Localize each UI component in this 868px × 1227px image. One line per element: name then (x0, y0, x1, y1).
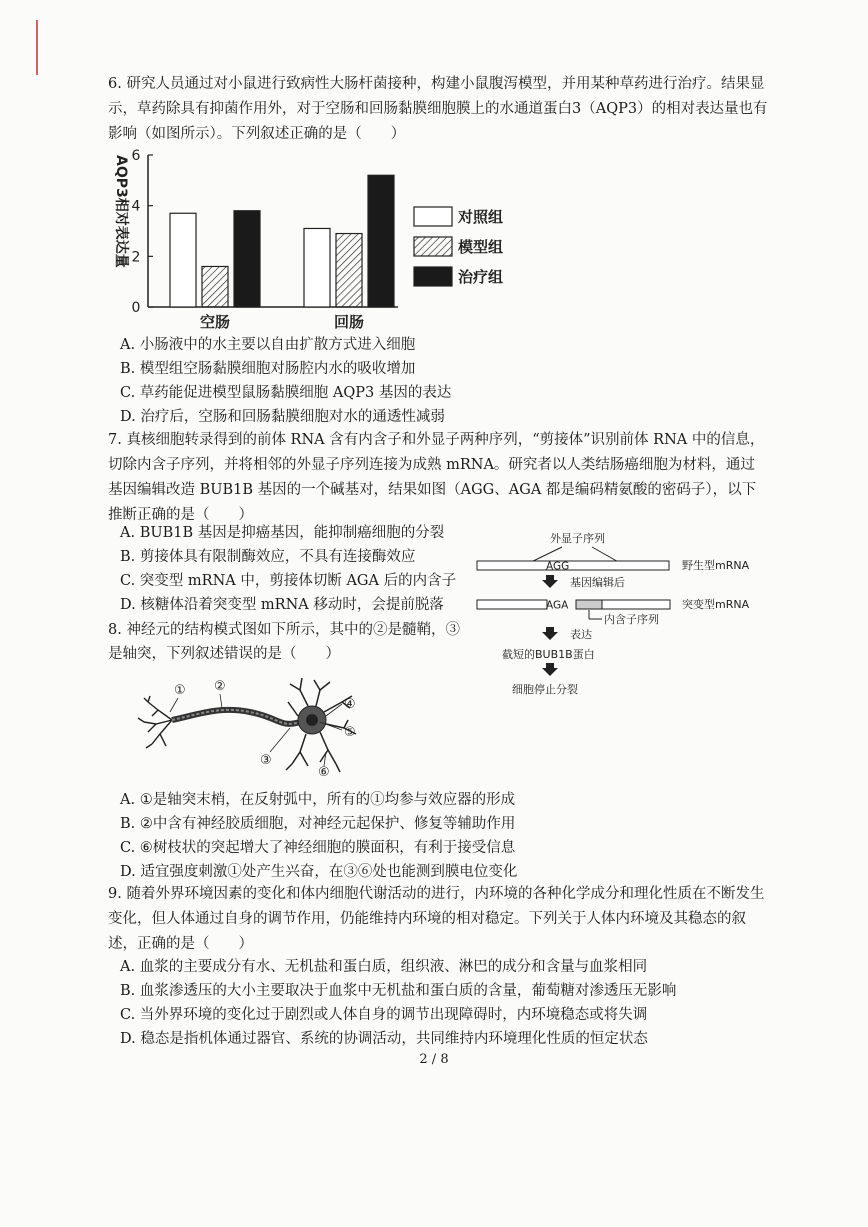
q7-option-d[interactable]: D. 核糖体沿着突变型 mRNA 移动时，会提前脱落 (120, 597, 444, 613)
arrow-down-icon (542, 575, 558, 588)
legend-swatch-0 (414, 207, 452, 226)
bar-0-1 (304, 228, 330, 307)
label-6: ⑥ (318, 765, 330, 780)
legend-label-2: 治疗组 (458, 268, 504, 286)
q9-stem: 9. 随着外界环境因素的变化和体内细胞代谢活动的进行，内环境的各种化学成分和理化性质在不断发生变化，但人体通过自身的调节作用，仍能维持内环境的相对稳定。下列关于人体内环境及其稳态的叙述，正确的是（ ） (108, 886, 765, 952)
wt-mrna-label: 野生型mRNA (682, 559, 750, 572)
label-3: ③ (260, 753, 272, 768)
neuron-diagram (130, 672, 370, 802)
y-tick-label: 0 (131, 300, 141, 316)
q9-option-b[interactable]: B. 血浆渗透压的大小主要取决于血浆中无机盐和蛋白质的含量，葡萄糖对渗透压无影响 (120, 983, 677, 999)
q8-option-b[interactable]: B. ②中含有神经胶质细胞，对神经元起保护、修复等辅助作用 (120, 816, 516, 832)
q6-option-d[interactable]: D. 治疗后，空肠和回肠黏膜细胞对水的通透性减弱 (120, 409, 445, 425)
mut-mrna-bar-left (477, 600, 547, 609)
result-label: 细胞停止分裂 (512, 683, 578, 696)
label-5: ⑤ (344, 725, 356, 740)
q7-stem: 7. 真核细胞转录得到的前体 RNA 含有内含子和外显子两种序列，“剪接体”识别前体 RNA 中的信息，切除内含子序列，并将相邻的外显子序列连接为成熟 mRNA。研究者以人类结肠癌细胞为材料，通过基因编辑改造 BUB1B 基因的一个碱基对，结果如图（AGG、AGA 都是编码精氨酸的密码子），以下推断正确的是（ ） (108, 432, 765, 523)
q7-option-a[interactable]: A. BUB1B 基因是抑癌基因，能抑制癌细胞的分裂 (120, 525, 445, 541)
bar-0-0 (170, 213, 196, 307)
q6-stem: 6. 研究人员通过对小鼠进行致病性大肠杆菌接种，构建小鼠腹泻模型，并用某种草药进行治疗。结果显示，草药除具有抑菌作用外，对于空肠和回肠黏膜细胞膜上的水通道蛋白3（AQP3）的相对表达量也有影响（如图所示）。下列叙述正确的是（ ） (108, 76, 768, 142)
q8-stem: 8. 神经元的结构模式图如下所示，其中的②是髓鞘，③是轴突，下列叙述错误的是（ ） (108, 622, 460, 662)
intron-label: 内含子序列 (604, 613, 659, 626)
x-tick-label: 回肠 (333, 313, 365, 331)
intron-block (576, 600, 602, 609)
y-tick-label: 2 (131, 249, 141, 266)
legend-swatch-2 (414, 267, 452, 286)
y-tick-label: 6 (131, 148, 141, 164)
edit-label: 基因编辑后 (570, 576, 625, 589)
q8-option-d[interactable]: D. 适宜强度刺激①处产生兴奋，在③⑥处也能测到膜电位变化 (120, 864, 518, 880)
label-1: ① (174, 683, 186, 698)
aqp3-bar-chart (100, 145, 520, 335)
arrow-down-icon (542, 663, 558, 676)
express-label: 表达 (570, 628, 592, 641)
bar-1-1 (336, 234, 362, 307)
bar-2-0 (234, 211, 260, 307)
page-number: 2 / 8 (419, 1052, 449, 1067)
q9-option-d[interactable]: D. 稳态是指机体通过器官、系统的协调活动，共同维持内环境理化性质的恒定状态 (120, 1031, 648, 1047)
legend-label-0: 对照组 (458, 208, 504, 226)
splicing-diagram (472, 525, 772, 700)
bar-1-0 (202, 266, 228, 307)
x-tick-label: 空肠 (199, 313, 231, 331)
bar-2-1 (368, 175, 394, 307)
wt-mrna-bar (477, 561, 669, 570)
legend-label-1: 模型组 (458, 238, 504, 256)
q8-option-c[interactable]: C. ⑥树枝状的突起增大了神经细胞的膜面积，有利于接受信息 (120, 840, 516, 856)
q8-option-a[interactable]: A. ①是轴突末梢，在反射弧中，所有的①均参与效应器的形成 (120, 792, 516, 808)
q6-option-b[interactable]: B. 模型组空肠黏膜细胞对肠腔内水的吸收增加 (120, 361, 416, 377)
mut-mrna-label: 突变型mRNA (682, 598, 750, 611)
y-tick-label: 4 (131, 198, 141, 215)
arrow-down-icon (542, 627, 558, 640)
q7-option-c[interactable]: C. 突变型 mRNA 中，剪接体切断 AGA 后的内含子 (120, 573, 457, 589)
y-axis-label: AQP3相对表达量 (113, 155, 129, 268)
mut-mrna-bar-right (602, 600, 670, 609)
q7-option-b[interactable]: B. 剪接体具有限制酶效应，不具有连接酶效应 (120, 549, 416, 565)
exon-label: 外显子序列 (550, 532, 605, 545)
scan-edge-mark (36, 20, 38, 75)
q9-option-c[interactable]: C. 当外界环境的变化过于剧烈或人体自身的调节出现障碍时，内环境稳态或将失调 (120, 1007, 648, 1023)
q6-option-c[interactable]: C. 草药能促进模型鼠肠黏膜细胞 AQP3 基因的表达 (120, 385, 452, 401)
q9-option-a[interactable]: A. 血浆的主要成分有水、无机盐和蛋白质，组织液、淋巴的成分和含量与血浆相同 (120, 959, 648, 975)
protein-label: 截短的BUB1B蛋白 (502, 648, 595, 661)
legend-swatch-1 (414, 237, 452, 256)
label-2: ② (214, 679, 226, 694)
mut-codon: AGA (546, 599, 569, 612)
q6-option-a[interactable]: A. 小肠液中的水主要以自由扩散方式进入细胞 (120, 337, 416, 353)
wt-codon: AGG (546, 560, 570, 573)
label-4: ④ (344, 697, 356, 712)
